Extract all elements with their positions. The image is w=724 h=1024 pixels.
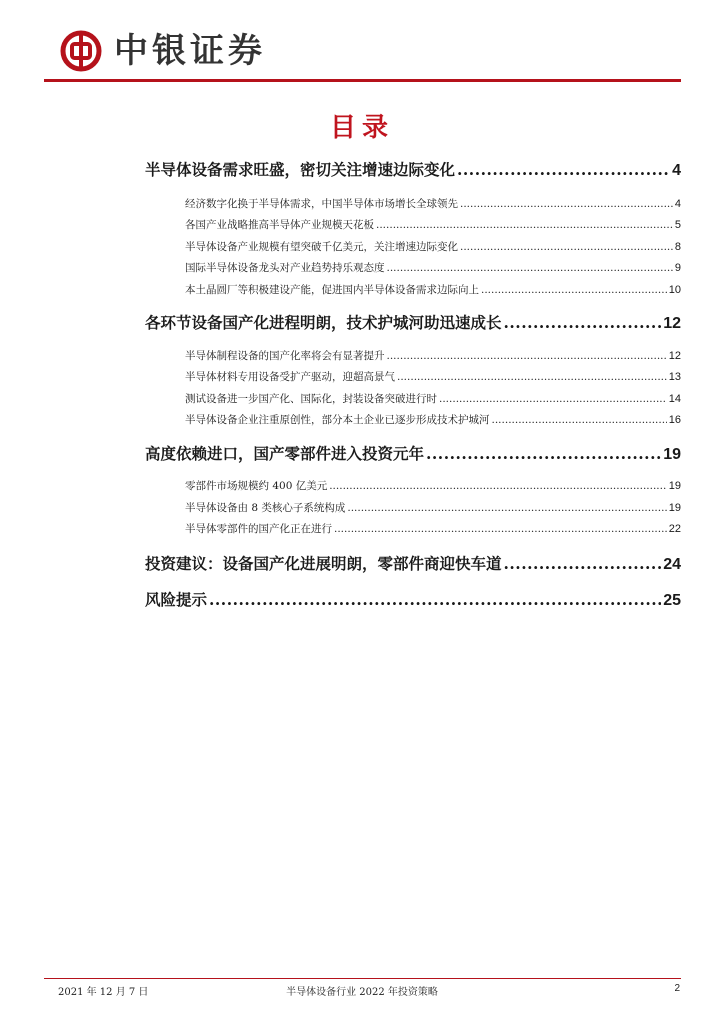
toc-entry-label: 半导体制程设备的国产化率将会有显著提升 [185,350,385,362]
toc-entry-label: 半导体设备企业注重原创性，部分本土企业已逐步形成技术护城河 [185,414,490,426]
toc-entry-label: 半导体材料专用设备受扩产驱动，迎超高景气 [185,371,395,383]
toc-entry-label: 风险提示 [145,590,208,609]
toc-leader-dots [504,313,662,332]
toc-entry-label: 高度依赖进口，国产零部件进入投资元年 [145,444,425,463]
toc-leader-dots [376,219,673,231]
toc-leader-dots [460,198,673,210]
toc-entry-label: 半导体设备需求旺盛，密切关注增速边际变化 [145,160,456,179]
toc-page-number: 8 [674,241,681,253]
toc-leader-dots [504,554,662,573]
toc-entry-section[interactable] [145,158,681,180]
toc-entry-label: 国际半导体设备龙头对产业趋势持乐观态度 [185,262,385,274]
toc-leader-dots [387,262,673,274]
toc-page-number: 24 [663,556,681,573]
toc-page-number: 4 [674,198,681,210]
toc-entry-label: 测试设备进一步国产化、国际化，封装设备突破进行时 [185,393,437,405]
toc-page-number: 10 [668,284,681,296]
header-divider [44,79,681,82]
toc-leader-dots [397,371,667,383]
toc-page-number: 19 [668,502,681,514]
footer-title: 半导体设备行业 2022 年投资策略 [286,987,438,998]
toc-entry-section[interactable] [145,552,681,574]
toc-entry-label: 各环节设备国产化进程明朗，技术护城河助迅速成长 [145,313,502,332]
toc-leader-dots [439,393,667,405]
toc-entry-label: 经济数字化换于半导体需求，中国半导体市场增长全球领先 [185,198,458,210]
toc-leader-dots [209,590,661,609]
toc-entry-subsection[interactable] [185,478,681,493]
toc-entry-section[interactable] [145,588,681,610]
page-title: 目录 [329,113,394,143]
toc-leader-dots [347,502,666,514]
toc-page-number: 14 [668,393,681,405]
footer-divider [44,978,681,979]
toc-entry-section[interactable] [145,311,681,333]
toc-leader-dots [492,414,667,426]
toc-entry-subsection[interactable] [185,348,681,363]
toc-leader-dots [329,480,667,492]
footer-page-number: 2 [674,983,680,994]
toc-page-number: 22 [668,523,681,535]
bank-of-china-logo-icon [60,30,102,72]
toc-page-number: 4 [672,162,681,179]
toc-entry-subsection[interactable] [185,369,681,384]
header [60,26,266,76]
toc-page-number: 9 [674,262,681,274]
toc-entry-label: 半导体设备产业规模有望突破千亿美元，关注增速边际变化 [185,241,458,253]
toc-entry-subsection[interactable] [185,412,681,427]
toc-entry-label: 半导体设备由 8 类核心子系统构成 [185,502,346,514]
toc-entry-subsection[interactable] [185,260,681,275]
toc-page-number: 19 [663,446,681,463]
toc-entry-subsection[interactable] [185,521,681,536]
toc-leader-dots [481,284,667,296]
toc-entry-label: 半导体零部件的国产化正在进行 [185,523,332,535]
toc-entry-label: 本土晶圆厂等积极建设产能，促进国内半导体设备需求边际向上 [185,284,479,296]
toc-page-number: 25 [663,592,681,609]
toc-entry-section[interactable] [145,442,681,464]
toc-entry-label: 零部件市场规模约 400 亿美元 [185,480,328,492]
toc-entry-subsection[interactable] [185,282,681,297]
toc-entry-subsection[interactable] [185,196,681,211]
brand-name: 中银证券 [114,31,266,71]
toc-entry-subsection[interactable] [185,391,681,406]
toc-leader-dots [334,523,667,535]
toc-page-number: 13 [668,371,681,383]
toc-entry-subsection[interactable] [185,500,681,515]
toc-leader-dots [426,444,661,463]
toc-leader-dots [460,241,673,253]
toc-entry-subsection[interactable] [185,239,681,254]
toc-entry-label: 投资建议：设备国产化进展明朗，零部件商迎快车道 [145,554,502,573]
toc-page-number: 16 [668,414,681,426]
toc-leader-dots [457,160,670,179]
toc-entry-subsection[interactable] [185,217,681,232]
toc-page-number: 12 [668,350,681,362]
toc-entry-label: 各国产业战略推高半导体产业规模天花板 [185,219,374,231]
toc-page-number: 12 [663,315,681,332]
toc-page-number: 5 [674,219,681,231]
toc-leader-dots [387,350,667,362]
footer-date: 2021 年 12 月 7 日 [58,987,149,998]
toc-page-number: 19 [668,480,681,492]
